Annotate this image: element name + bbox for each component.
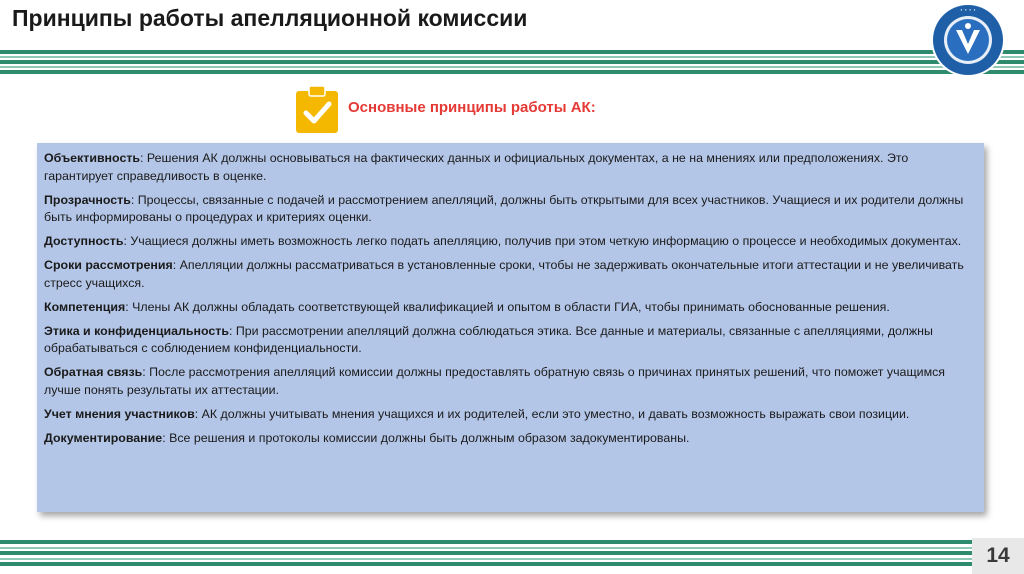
page-title: Принципы работы апелляционной комиссии [12, 5, 528, 31]
section-heading: Основные принципы работы АК: [348, 99, 596, 116]
principle-item: Учет мнения участников: АК должны учитывать мнения учащихся и их родителей, если это уместно, и давать возможность выражать свои позиции. [44, 406, 910, 421]
principle-item: Сроки рассмотрения: Апелляции должны рассматриваться в установленные сроки, чтобы не задерживать окончательные итоги аттестации и не увеличивать стресс учащихся. [44, 258, 964, 290]
bottom-stripes [0, 540, 972, 570]
principle-item: Компетенция: Члены АК должны обладать соответствующей квалификацией и опытом в области ГИА, чтобы принимать обоснованные решения. [44, 299, 890, 314]
principle-item: Доступность: Учащиеся должны иметь возможность легко подать апелляцию, получив при этом четкую информацию о процессе и необходимых документах. [44, 234, 962, 248]
principle-item: Этика и конфиденциальность: При рассмотрении апелляций должна соблюдаться этика. Все данные и материалы, связанные с апелляциями, должны обрабатываться с соблюдением конфиденциальности. [44, 323, 933, 355]
principle-item: Прозрачность: Процессы, связанные с подачей и рассмотрением апелляций, должны быть открытыми для всех участников. Учащиеся и их родители должны быть информированы о процедурах и критериях оценки. [44, 192, 964, 224]
clipboard-check-icon [294, 85, 340, 135]
principle-item: Объективность: Решения АК должны основываться на фактических данных и официальных документах, а не на мнениях или предположениях. Это гарантирует справедливость в оценке. [44, 151, 909, 183]
svg-text:· · · ·: · · · · [960, 7, 976, 14]
top-stripes [0, 50, 1024, 80]
principle-item: Обратная связь: После рассмотрения апелляций комиссии должны предоставлять обратную связь о причинах принятых решений, что поможет учащимся лучше понять результаты их аттестации. [44, 365, 945, 397]
principles-box [37, 143, 984, 512]
page-number: 14 [972, 538, 1024, 574]
organization-logo [928, 2, 1008, 78]
principle-item: Документирование: Все решения и протоколы комиссии должны быть должным образом задокументированы. [44, 430, 690, 445]
